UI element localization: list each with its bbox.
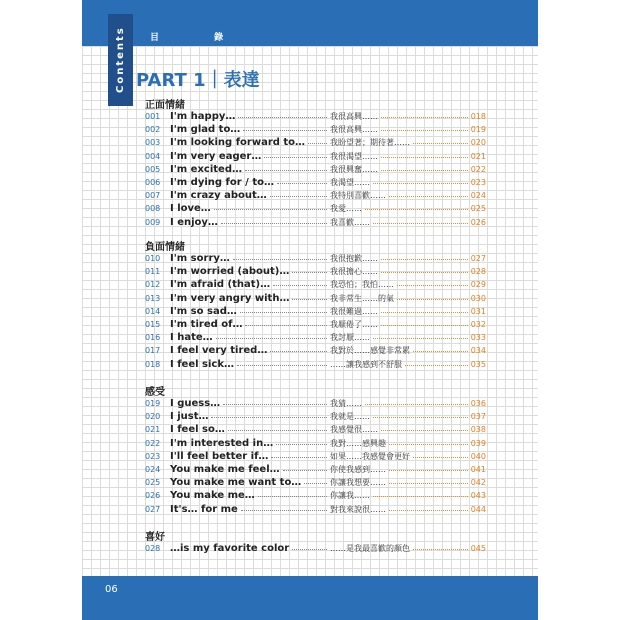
toc-entry[interactable] <box>145 503 490 516</box>
leader-dots <box>381 259 468 260</box>
entry-number: 011 <box>145 267 161 277</box>
entry-meaning: 我很高興…… <box>330 112 378 121</box>
leader-dots <box>245 170 327 171</box>
leader-dots <box>373 183 468 184</box>
leader-dots <box>389 483 468 484</box>
leader-dots <box>214 209 327 210</box>
entry-page: 036 <box>470 399 486 408</box>
leader-dots <box>237 365 327 366</box>
entry-phrase: I'm worried (about)… <box>170 266 290 278</box>
entry-meaning: 我愛…… <box>330 204 362 214</box>
toc-entry[interactable] <box>145 397 490 410</box>
entry-meaning: 你使我感到…… <box>330 465 386 474</box>
entry-number: 015 <box>145 320 161 329</box>
leader-dots <box>381 312 468 313</box>
leader-dots <box>292 299 327 300</box>
toc-entry[interactable] <box>145 278 490 291</box>
leader-dots <box>292 549 327 550</box>
entry-meaning: 我很興奮…… <box>330 164 378 174</box>
entry-number: 004 <box>145 151 161 161</box>
entry-number: 006 <box>145 178 161 187</box>
entry-number: 025 <box>145 478 161 488</box>
entry-meaning: 我討厭…… <box>330 333 370 343</box>
toc-entry[interactable] <box>145 463 490 476</box>
leader-dots <box>228 430 327 431</box>
entry-page: 037 <box>470 412 486 422</box>
entry-page: 033 <box>470 333 486 343</box>
entry-number: 005 <box>145 164 161 174</box>
entry-number: 009 <box>145 217 161 227</box>
entry-meaning: 我恐怕；我怕…… <box>330 280 394 290</box>
footer-band <box>82 576 538 620</box>
entry-page: 029 <box>470 280 486 290</box>
entry-page: 039 <box>470 438 486 448</box>
entry-page: 032 <box>470 320 486 329</box>
leader-dots <box>405 365 468 366</box>
entry-page: 019 <box>470 125 486 135</box>
section-title: 感受 <box>145 387 165 398</box>
entry-page: 028 <box>470 267 486 277</box>
leader-dots <box>365 404 468 405</box>
entry-meaning: 我很渴望…… <box>330 151 378 161</box>
leader-dots <box>264 157 327 158</box>
leader-dots <box>238 117 327 118</box>
entry-page: 021 <box>470 151 486 161</box>
toc-entry[interactable] <box>145 202 490 215</box>
leader-dots <box>381 272 468 273</box>
entry-meaning: 我對於……感覺非常累 <box>330 346 410 356</box>
entry-page: 045 <box>470 544 486 553</box>
entry-page: 022 <box>470 164 486 174</box>
entry-page: 041 <box>470 465 486 474</box>
entry-phrase: I'm interested in… <box>170 437 274 449</box>
entry-page: 030 <box>470 293 486 303</box>
toc-entry[interactable] <box>145 450 490 463</box>
leader-dots <box>389 510 468 511</box>
entry-meaning: 我喜歡…… <box>330 217 370 227</box>
entry-phrase: I enjoy… <box>170 216 218 228</box>
entry-meaning: 我很擔心…… <box>330 267 378 277</box>
entry-phrase: I'm happy… <box>170 111 236 122</box>
entry-meaning: 我渴望…… <box>330 178 370 187</box>
leader-dots <box>381 130 468 131</box>
entry-number: 019 <box>145 399 161 408</box>
entry-meaning: 我猜…… <box>330 399 362 408</box>
entry-number: 021 <box>145 425 161 435</box>
leader-dots <box>381 170 468 171</box>
leader-dots <box>381 325 468 326</box>
leader-dots <box>233 259 327 260</box>
entry-page: 043 <box>470 491 486 501</box>
entry-meaning: ……是我最喜歡的顏色 <box>330 544 410 553</box>
entry-phrase: It's… for me <box>170 503 238 515</box>
toc-entry[interactable] <box>145 410 490 423</box>
toc-entry[interactable] <box>145 489 490 502</box>
entry-phrase: I hate… <box>170 332 213 344</box>
entry-number: 002 <box>145 125 161 135</box>
toc-entry[interactable] <box>145 358 490 371</box>
entry-number: 027 <box>145 504 161 514</box>
entry-page: 026 <box>470 217 486 227</box>
entry-phrase: I feel very tired… <box>170 345 268 357</box>
entry-number: 022 <box>145 438 161 448</box>
entry-phrase: I just… <box>170 411 209 423</box>
entry-phrase: I'm so sad… <box>170 305 237 317</box>
toc-entry[interactable] <box>145 423 490 436</box>
entry-number: 001 <box>145 112 161 121</box>
entry-meaning: 你讓我…… <box>330 491 370 501</box>
entry-page: 020 <box>470 138 486 148</box>
entry-phrase: I'm tired of… <box>170 319 243 330</box>
leader-dots <box>308 143 327 144</box>
entry-phrase: I'm looking forward to… <box>170 137 306 149</box>
entry-phrase: You make me feel… <box>170 464 280 475</box>
leader-dots <box>373 338 468 339</box>
entry-number: 028 <box>145 544 161 553</box>
entry-phrase: I'm excited… <box>170 163 242 175</box>
toc-entry[interactable] <box>145 176 490 189</box>
entry-meaning: 我就是…… <box>330 412 370 422</box>
entry-number: 007 <box>145 191 161 201</box>
entry-phrase: I'll feel better if… <box>170 450 269 462</box>
entry-meaning: 我特別喜歡…… <box>330 191 386 201</box>
entry-number: 016 <box>145 333 161 343</box>
toc-entry[interactable] <box>145 136 490 149</box>
leader-dots <box>271 457 327 458</box>
leader-dots <box>373 223 468 224</box>
leader-dots <box>413 351 468 352</box>
toc-entry[interactable] <box>145 318 490 331</box>
entry-number: 003 <box>145 138 161 148</box>
entry-number: 023 <box>145 451 161 461</box>
leader-dots <box>277 183 327 184</box>
leader-dots <box>381 430 468 431</box>
entry-phrase: I feel sick… <box>170 358 234 370</box>
toc-entry[interactable] <box>145 331 490 344</box>
toc-entry[interactable] <box>145 150 490 163</box>
entry-meaning: 我很高興…… <box>330 125 378 135</box>
entry-phrase: I guess… <box>170 398 221 409</box>
leader-dots <box>270 196 327 197</box>
leader-dots <box>381 117 468 118</box>
entry-page: 027 <box>470 254 486 263</box>
entry-number: 008 <box>145 204 161 214</box>
leader-dots <box>365 209 468 210</box>
toc-entry[interactable] <box>145 542 490 555</box>
leader-dots <box>373 496 468 497</box>
entry-meaning: 我對……感興趣 <box>330 438 386 448</box>
leader-dots <box>276 444 327 445</box>
leader-dots <box>397 299 468 300</box>
leader-dots <box>389 196 468 197</box>
toc-entry[interactable] <box>145 265 490 278</box>
leader-dots <box>397 285 468 286</box>
contents-tab-label: Contents <box>115 26 126 94</box>
leader-dots <box>283 470 327 471</box>
entry-phrase: You make me want to… <box>170 477 302 489</box>
entry-number: 010 <box>145 254 161 263</box>
leader-dots <box>413 143 468 144</box>
entry-number: 024 <box>145 465 161 474</box>
entry-meaning: 如果……我感覺會更好 <box>330 451 410 461</box>
section-title: 正面情緒 <box>145 100 185 111</box>
toc-entry[interactable] <box>145 344 490 357</box>
leader-dots <box>292 272 327 273</box>
page-number: 06 <box>105 584 118 595</box>
entry-phrase: I love… <box>170 203 211 215</box>
section-title: 負面情緒 <box>145 242 185 253</box>
entry-page: 034 <box>470 346 486 356</box>
toc-entry[interactable] <box>145 476 490 489</box>
leader-dots <box>223 404 327 405</box>
leader-dots <box>258 496 327 497</box>
entry-meaning: 我厭倦了…… <box>330 320 378 329</box>
leader-dots <box>270 351 327 352</box>
entry-meaning: ……讓我感到不舒服 <box>330 359 402 369</box>
leader-dots <box>389 470 468 471</box>
entry-meaning: 我很難過…… <box>330 306 378 316</box>
entry-number: 020 <box>145 412 161 422</box>
entry-meaning: 對我來說很…… <box>330 504 386 514</box>
entry-number: 013 <box>145 293 161 303</box>
entry-number: 018 <box>145 359 161 369</box>
entry-phrase: You make me… <box>170 490 255 502</box>
entry-number: 012 <box>145 280 161 290</box>
leader-dots <box>381 157 468 158</box>
entry-phrase: I'm dying for / to… <box>170 177 274 188</box>
entry-phrase: I'm sorry… <box>170 253 230 264</box>
leader-dots <box>413 549 468 550</box>
entry-phrase: …is my favorite color <box>170 543 290 554</box>
section-title: 喜好 <box>145 532 165 543</box>
entry-meaning: 我很抱歉…… <box>330 254 378 263</box>
leader-dots <box>241 510 327 511</box>
leader-dots <box>243 130 327 131</box>
entry-meaning: 我非常生……的氣 <box>330 293 394 303</box>
header-title: 目 錄 <box>150 33 250 43</box>
entry-page: 035 <box>470 359 486 369</box>
entry-meaning: 我盼望著；期待著…… <box>330 138 410 148</box>
entry-number: 026 <box>145 491 161 501</box>
leader-dots <box>304 483 327 484</box>
toc-entry[interactable] <box>145 305 490 318</box>
entry-page: 040 <box>470 451 486 461</box>
entry-phrase: I'm very eager… <box>170 150 262 162</box>
entry-page: 044 <box>470 504 486 514</box>
toc-entry[interactable] <box>145 252 490 265</box>
leader-dots <box>240 312 327 313</box>
toc-entry[interactable] <box>145 216 490 229</box>
entry-phrase: I'm afraid (that)… <box>170 279 271 291</box>
entry-meaning: 我感覺很…… <box>330 425 378 435</box>
part-title: PART 1｜表達 <box>136 70 260 91</box>
toc-entry[interactable] <box>145 292 490 305</box>
entry-page: 025 <box>470 204 486 214</box>
entry-page: 038 <box>470 425 486 435</box>
entry-phrase: I'm very angry with… <box>170 292 290 304</box>
entry-phrase: I'm crazy about… <box>170 190 267 202</box>
leader-dots <box>373 417 468 418</box>
leader-dots <box>245 325 327 326</box>
toc-entry[interactable] <box>145 189 490 202</box>
toc-entry[interactable] <box>145 163 490 176</box>
toc-entry[interactable] <box>145 123 490 136</box>
entry-meaning: 你讓我想要…… <box>330 478 386 488</box>
leader-dots <box>389 444 468 445</box>
entry-page: 023 <box>470 178 486 187</box>
leader-dots <box>216 338 327 339</box>
entry-page: 031 <box>470 306 486 316</box>
entry-page: 024 <box>470 191 486 201</box>
leader-dots <box>413 457 468 458</box>
toc-entry[interactable] <box>145 110 490 123</box>
entry-phrase: I feel so… <box>170 424 225 436</box>
entry-phrase: I'm glad to… <box>170 124 241 136</box>
leader-dots <box>221 223 327 224</box>
leader-dots <box>273 285 327 286</box>
entry-page: 042 <box>470 478 486 488</box>
toc-entry[interactable] <box>145 437 490 450</box>
entry-page: 018 <box>470 112 486 121</box>
entry-number: 014 <box>145 306 161 316</box>
leader-dots <box>211 417 327 418</box>
entry-number: 017 <box>145 346 161 356</box>
